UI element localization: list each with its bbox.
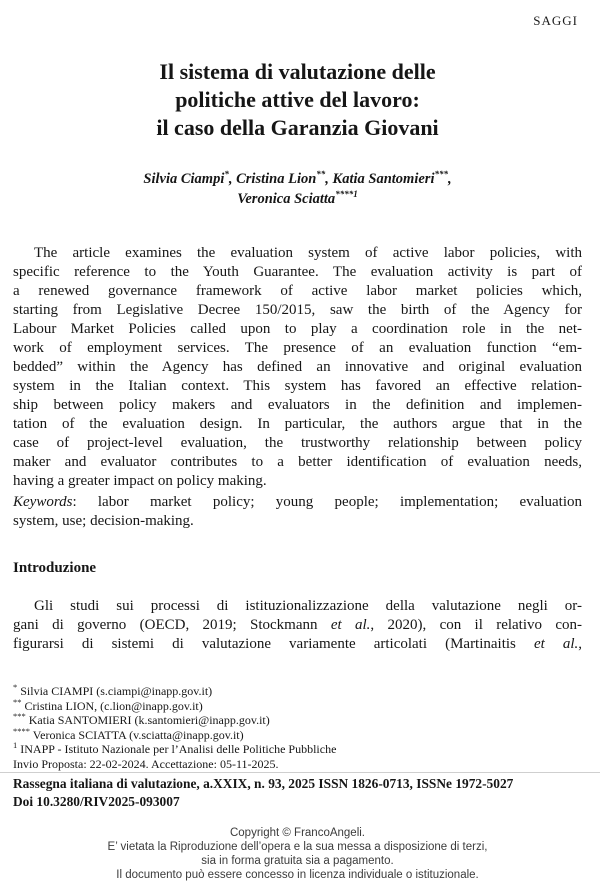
article-title-line: Il sistema di valutazione delle: [159, 59, 436, 84]
footnote-affiliation: [13, 742, 582, 757]
author-footnote-marker: *: [224, 169, 229, 180]
abstract-line: case of project-level evaluation, the trustworthy relationship between policy: [13, 435, 582, 451]
abstract-line: maker and evaluator contributes to a better identification of evaluation needs,: [13, 454, 582, 470]
footnote-marker: ***: [13, 711, 26, 722]
footnote-author-3: [13, 713, 582, 728]
footer-line: sia in forma gratuita sia a pagamento.: [201, 855, 394, 867]
footnote-text: Katia SANTOMIERI (k.santomieri@inapp.gov.it): [25, 713, 270, 728]
abstract-line: a renewed governance framework of active labor market policies which,: [13, 283, 582, 299]
footnote-text: Cristina LION, (c.lion@inapp.gov.it): [21, 698, 203, 713]
author-name: , Katia Santomieri: [325, 171, 435, 187]
author-footnote-marker: **: [316, 169, 326, 180]
footer-line: Il documento può essere concesso in licenza individuale o istituzionale.: [116, 869, 479, 881]
abstract-line: starting from Legislative Decree 150/2015, saw the birth of the Agency for: [13, 302, 582, 318]
intro-line: [13, 616, 582, 635]
latin-abbrev: et al.: [533, 636, 579, 652]
abstract-line: specific reference to the Youth Guarantee. The evaluation activity is part of: [13, 264, 582, 280]
author-footnote-marker: ****1: [335, 189, 358, 200]
intro-text: figurarsi di sistemi di valutazione variamente articolati (Martinaitis: [13, 636, 534, 652]
intro-text: ,: [578, 636, 582, 652]
footnote-author-4: [13, 725, 582, 743]
author-footnote-marker: ***: [434, 169, 448, 180]
abstract-line: system in the Italian context. This system has favored an effective relation-: [13, 378, 582, 394]
intro-text: gani di governo (OECD, 2019; Stockmann: [13, 617, 331, 633]
keywords: [13, 493, 582, 531]
footer-line: E’ vietata la Riproduzione dell’opera e la sua messa a disposizione di terzi,: [107, 841, 488, 853]
keywords-line-1: [13, 493, 582, 512]
authors-separator: ,: [447, 171, 452, 187]
footnote-submission-dates: Invio Proposta: 22-02-2024. Accettazione: 05-11-2025.: [13, 756, 279, 771]
authors-line-2: [13, 189, 582, 209]
divider-line: [0, 772, 600, 773]
article-title-line: politiche attive del lavoro:: [175, 87, 420, 112]
abstract-line: bedded” within the Agency has defined an innovative and original evaluation: [13, 359, 582, 375]
abstract-line: ship between policy makers and evaluators in the definition and implemen-: [13, 397, 582, 413]
journal-section-label: SAGGI: [533, 13, 578, 28]
footnote-marker: *: [13, 682, 18, 692]
footnote-marker: 1: [13, 740, 18, 751]
abstract-line: Labour Market Policies called upon to play a coordination role in the net-: [13, 321, 582, 337]
footnote-text: INAPP - Istituto Nazionale per l’Analisi delle Politiche Pubbliche: [17, 742, 337, 757]
footer-line: Copyright © FrancoAngeli.: [229, 827, 366, 839]
keywords-line-2: system, use; decision-making.: [13, 513, 194, 529]
author-name: , Cristina Lion: [228, 171, 317, 187]
intro-line: [13, 635, 582, 654]
journal-info: [13, 775, 582, 810]
footnote-author-1: [13, 684, 582, 699]
footnote-text: Silvia CIAMPI (s.ciampi@inapp.gov.it): [17, 684, 213, 698]
authors-line-1: [13, 169, 582, 189]
abstract-line: tation of the evaluation design. In particular, the authors argue that in the: [13, 416, 582, 432]
article-title-line: il caso della Garanzia Giovani: [156, 115, 439, 140]
section-heading-introduzione: Introduzione: [13, 560, 97, 576]
copyright-footer: [13, 826, 582, 882]
latin-abbrev: et al.: [330, 617, 371, 633]
abstract-line: The article examines the evaluation system of active labor policies, with: [34, 245, 582, 261]
article-title: [13, 58, 582, 142]
authors: [13, 169, 582, 209]
doi-line: Doi 10.3280/RIV2025-093007: [13, 793, 180, 809]
intro-line: Gli studi sui processi di istituzionalizzazione della valutazione negli or-: [34, 598, 582, 614]
footnote-marker: **: [13, 696, 22, 707]
footnote-author-2: [13, 696, 582, 714]
journal-citation-line: Rassegna italiana di valutazione, a.XXIX, n. 93, 2025 ISSN 1826-0713, ISSNe 1972-5027: [13, 776, 514, 791]
footnotes: [13, 684, 582, 772]
footnote-text: Veronica SCIATTA (v.sciatta@inapp.gov.it): [30, 727, 244, 742]
keywords-text: : labor market policy; young people; implementation; evaluation: [72, 494, 582, 510]
footnote-marker: ****: [13, 725, 30, 736]
keywords-label: Keywords: [13, 494, 73, 510]
abstract-line: work of employment services. The presence of an evaluation function “em-: [13, 340, 582, 356]
intro-text: , 2020), con il relativo con-: [370, 617, 582, 633]
author-name: Veronica Sciatta: [237, 191, 336, 207]
author-name: Silvia Ciampi: [143, 171, 225, 187]
abstract: [13, 244, 582, 491]
abstract-line: having a greater impact on policy making.: [13, 473, 267, 489]
intro-paragraph: [13, 597, 582, 654]
